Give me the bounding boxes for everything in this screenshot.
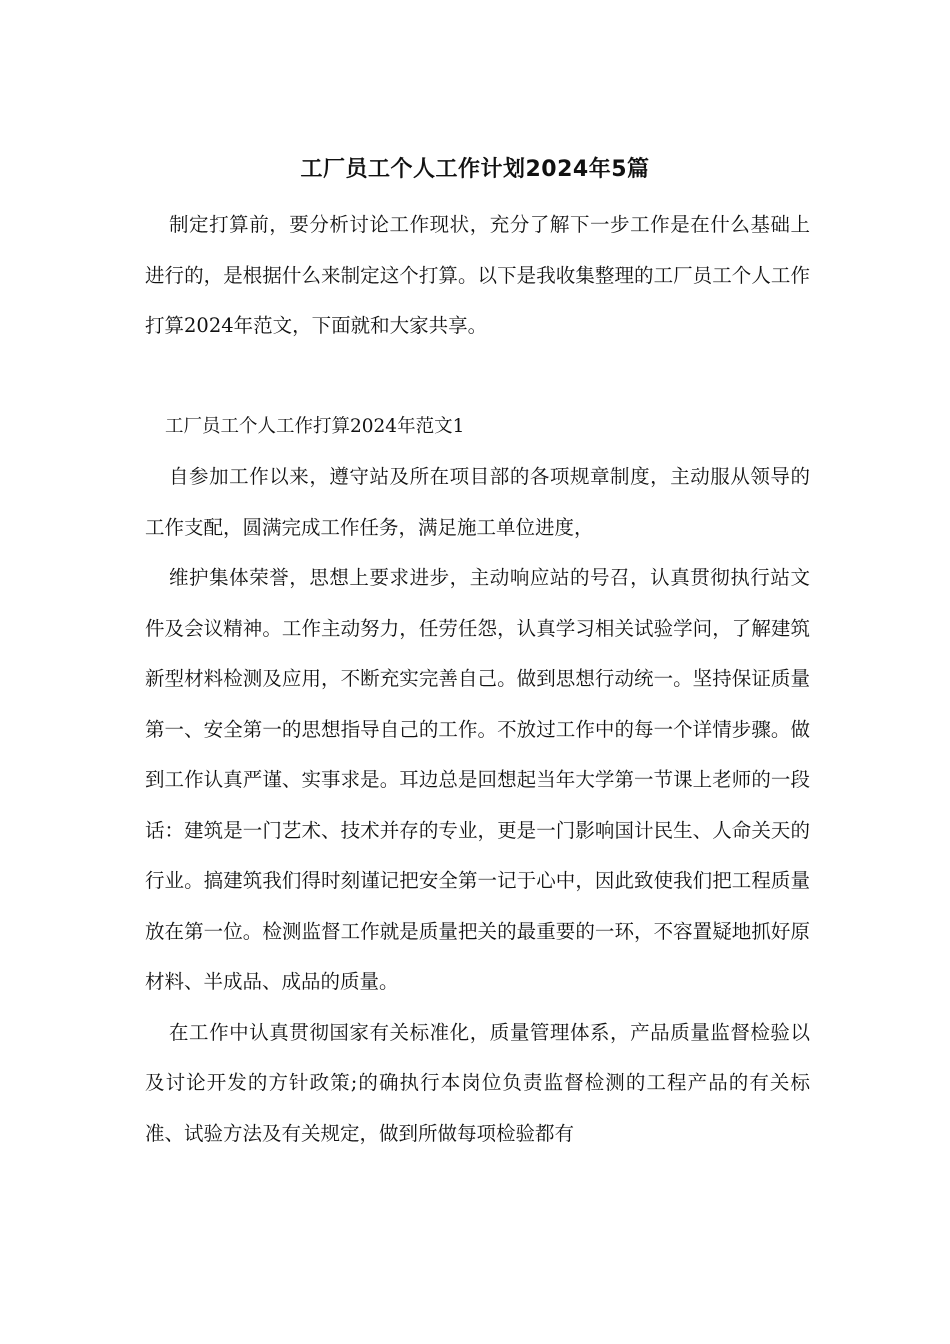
document-body	[145, 200, 810, 1159]
intro-paragraph: 制定打算前，要分析讨论工作现状，充分了解下一步工作是在什么基础上进行的，是根据什么来制定这个打算。以下是我收集整理的工厂员工个人工作打算2024年范文，下面就和大家共享。	[145, 213, 810, 337]
document-title: 工厂员工个人工作计划2024年5篇	[300, 157, 650, 182]
section-heading: 工厂员工个人工作打算2024年范文1	[165, 415, 465, 437]
blank-line	[145, 352, 810, 402]
body-paragraph: 维护集体荣誉，思想上要求进步，主动响应站的号召，认真贯彻执行站文件及会议精神。工作主动努力，任劳任怨，认真学习相关试验学问，了解建筑新型材料检测及应用，不断充实完善自己。做到思想行动统一。坚持保证质量第一、安全第一的思想指导自己的工作。不放过工作中的每一个详情步骤。做到工作认真严谨、实事求是。耳边总是回想起当年大学第一节课上老师的一段话：建筑是一门艺术、技术并存的专业，更是一门影响国计民生、人命关天的行业。搞建筑我们得时刻谨记把安全第一记于心中，因此致使我们把工程质量放在第一位。检测监督工作就是质量把关的最重要的一环，不容置疑地抓好原材料、半成品、成品的质量。	[145, 566, 810, 993]
body-paragraph: 自参加工作以来，遵守站及所在项目部的各项规章制度，主动服从领导的工作支配，圆满完成工作任务，满足施工单位进度，	[145, 465, 810, 539]
body-paragraph: 在工作中认真贯彻国家有关标准化，质量管理体系，产品质量监督检验以及讨论开发的方针政策;的确执行本岗位负责监督检测的工程产品的有关标准、试验方法及有关规定，做到所做每项检验都有	[145, 1020, 810, 1145]
